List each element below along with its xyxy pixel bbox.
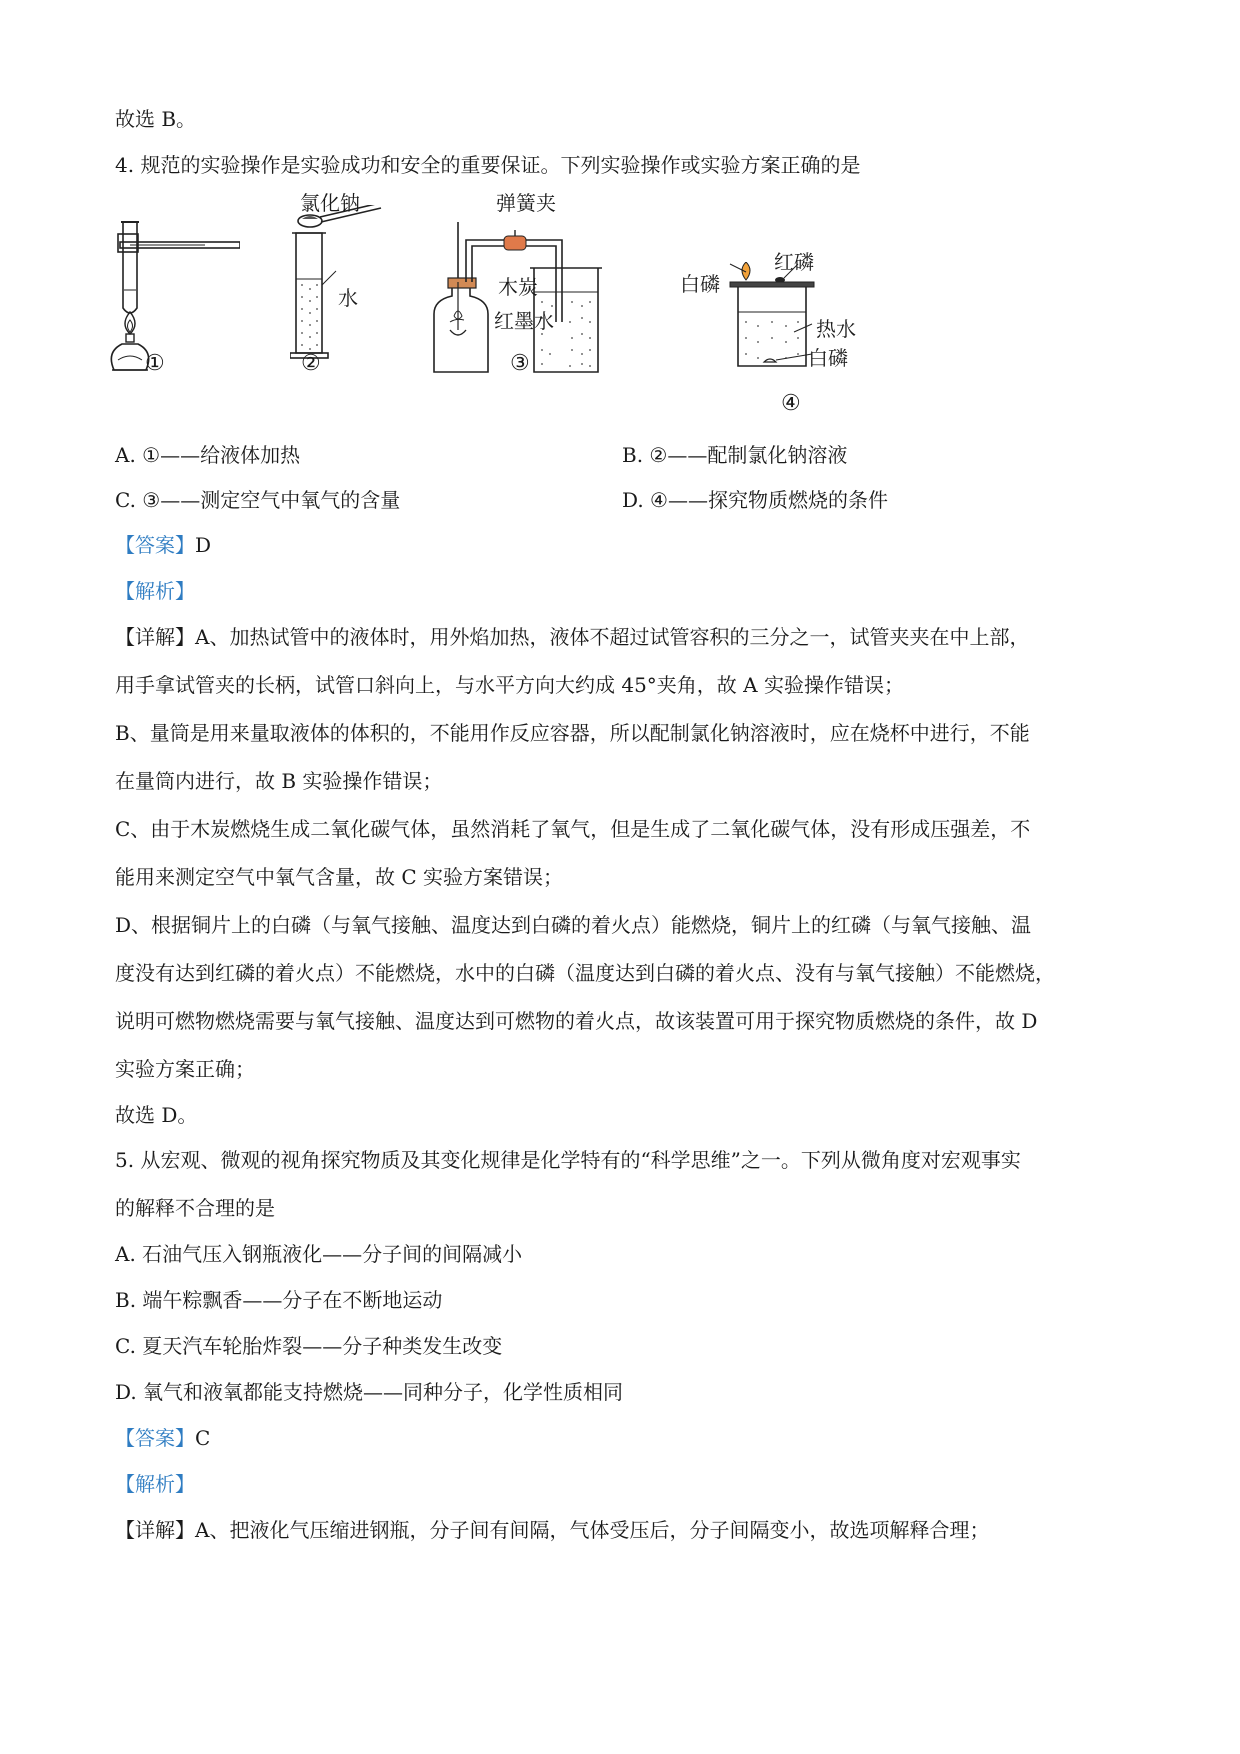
figure-3-label-charcoal: 木炭 (498, 275, 538, 299)
q5-stem-line2: 的解释不合理的是 (115, 1196, 275, 1220)
q4-conclusion: 故选 D。 (115, 1103, 198, 1127)
q4-option-a: A. ①——给液体加热 (115, 443, 301, 467)
q5-analysis-label: 【解析】 (115, 1472, 195, 1496)
q4-detail-line: 用手拿试管夹的长柄，试管口斜向上，与水平方向大约成 45°夹角，故 A 实验操作错误； (115, 673, 904, 697)
q5-answer (115, 1426, 210, 1450)
figure-3-label-ink: 红墨水 (494, 309, 554, 333)
q4-option-c: C. ③——测定空气中氧气的含量 (115, 488, 401, 512)
q4-option-d: D. ④——探究物质燃烧的条件 (622, 488, 888, 512)
figure-4-number: ④ (781, 391, 801, 416)
prev-conclusion: 故选 B。 (115, 107, 197, 131)
q4-stem: 4. 规范的实验操作是实验成功和安全的重要保证。下列实验操作或实验方案正确的是 (115, 153, 861, 177)
q5-detail-text: A、把液化气压缩进钢瓶，分子间有间隔，气体受压后，分子间隔变小，故选项解释合理； (195, 1518, 990, 1542)
figure-1-number: ① (145, 351, 165, 376)
q4-detail-line: 能用来测定空气中氧气含量，故 C 实验方案错误； (115, 865, 564, 889)
figure-4-label-white-phosphorus-top: 白磷 (680, 272, 720, 296)
figure-2-label-salt: 氯化钠 (300, 191, 360, 215)
figure-1-heating-test-tube (110, 220, 240, 380)
figure-3-label-clip: 弹簧夹 (496, 191, 556, 215)
q4-detail-line: C、由于木炭燃烧生成二氧化碳气体，虽然消耗了氧气，但是生成了二氧化碳气体，没有形成压强差，不 (115, 817, 1031, 841)
q4-analysis-label: 【解析】 (115, 579, 195, 603)
figure-3-oxygen-measurement (430, 222, 650, 380)
figure-4-label-white-phosphorus-bottom: 白磷 (808, 346, 848, 370)
q5-option-d: D. 氧气和液氧都能支持燃烧——同种分子，化学性质相同 (115, 1380, 624, 1404)
q4-detail-text: A、加热试管中的液体时，用外焰加热，液体不超过试管容积的三分之一，试管夹夹在中上部， (195, 625, 1030, 649)
q5-stem-line1: 5. 从宏观、微观的视角探究物质及其变化规律是化学特有的“科学思维”之一。下列从微角度对宏观事实 (115, 1148, 1021, 1172)
q4-detail-line: 实验方案正确； (115, 1057, 255, 1081)
figure-4-label-hot-water: 热水 (816, 317, 856, 341)
q4-answer-value: D (195, 533, 212, 557)
figure-4-label-red-phosphorus: 红磷 (774, 250, 814, 274)
q5-answer-tag: 【答案】 (115, 1426, 195, 1450)
q5-option-a: A. 石油气压入钢瓶液化——分子间的间隔减小 (115, 1242, 523, 1266)
q4-detail-line (115, 625, 1029, 649)
q4-detail-line: D、根据铜片上的白磷（与氧气接触、温度达到白磷的着火点）能燃烧，铜片上的红磷（与氧气接触、温 (115, 913, 1032, 937)
q4-option-b: B. ②——配制氯化钠溶液 (622, 443, 848, 467)
figure-4-combustion-conditions (728, 262, 818, 377)
figure-2-label-water: 水 (338, 286, 358, 310)
q4-detail-line: 说明可燃物燃烧需要与氧气接触、温度达到可燃物的着火点，故该装置可用于探究物质燃烧的条件，故 D (115, 1009, 1038, 1033)
q4-analysis-tag (115, 579, 195, 603)
figure-3-number: ③ (510, 351, 530, 376)
q4-detail-line: 在量筒内进行，故 B 实验操作错误； (115, 769, 443, 793)
q5-answer-value: C (195, 1426, 211, 1450)
figure-2-number: ② (301, 351, 321, 376)
q4-answer (115, 533, 211, 557)
q5-detail-tag: 【详解】 (115, 1518, 195, 1542)
q4-detail-tag: 【详解】 (115, 625, 195, 649)
q4-detail-line: 度没有达到红磷的着火点）不能燃烧，水中的白磷（温度达到白磷的着火点、没有与氧气接触）不能燃烧， (115, 961, 1055, 985)
q5-option-b: B. 端午粽飘香——分子在不断地运动 (115, 1288, 443, 1312)
q4-detail-line: B、量筒是用来量取液体的体积的，不能用作反应容器，所以配制氯化钠溶液时，应在烧杯中进行，不能 (115, 721, 1030, 745)
q5-detail-line (115, 1518, 989, 1542)
q4-answer-tag: 【答案】 (115, 533, 195, 557)
q5-analysis-tag (115, 1472, 195, 1496)
q5-option-c: C. 夏天汽车轮胎炸裂——分子种类发生改变 (115, 1334, 503, 1358)
